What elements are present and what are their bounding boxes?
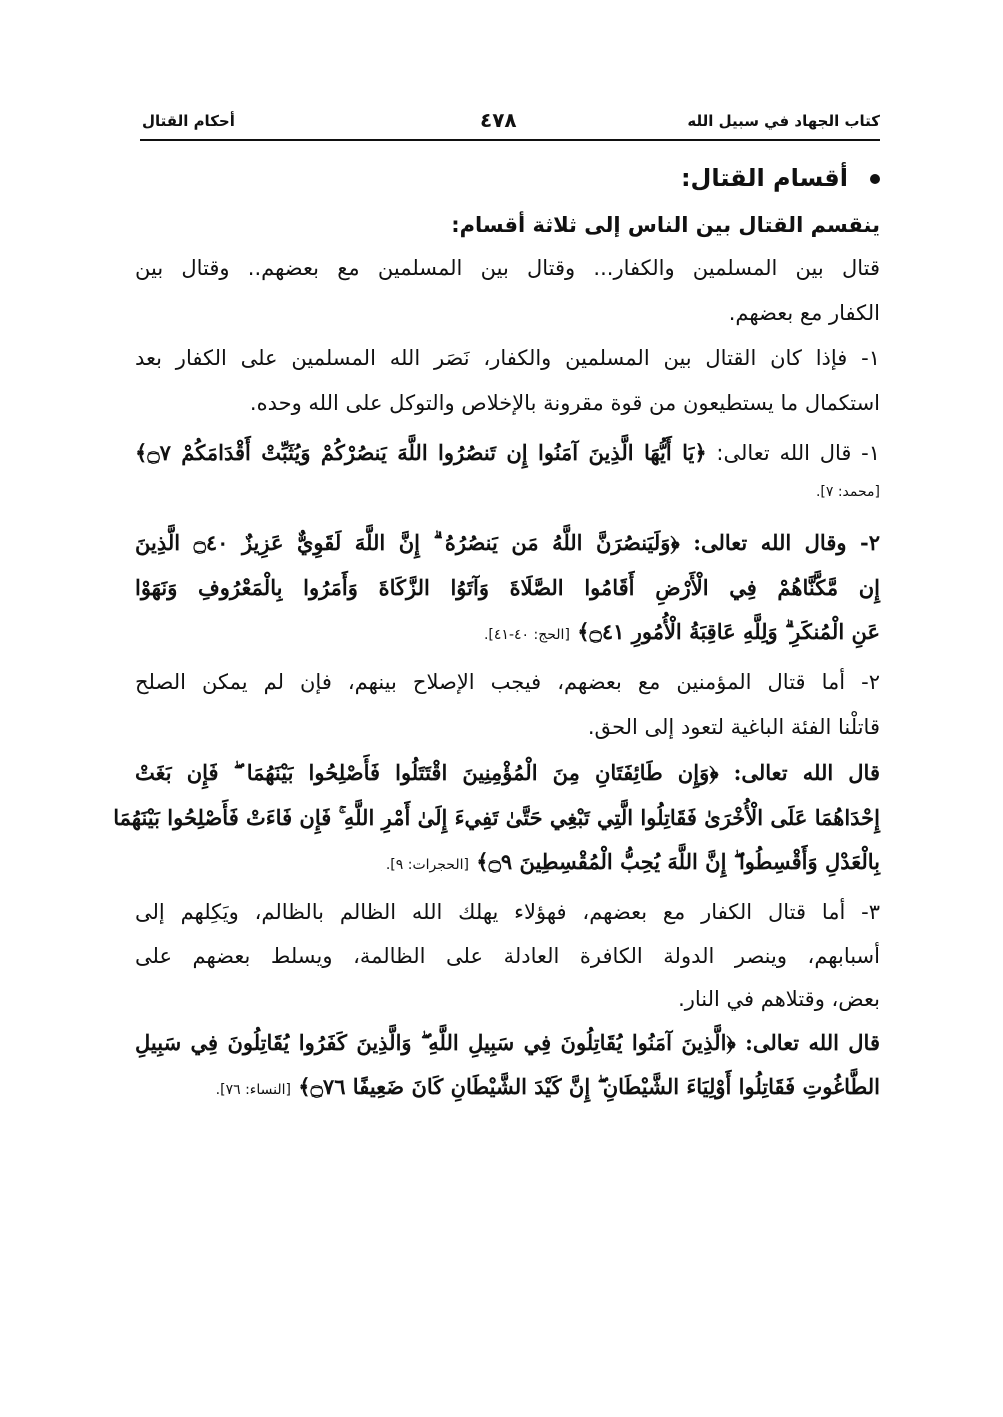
running-header-chapter-title: أحكام القتال <box>142 112 235 130</box>
running-header-book-title: كتاب الجهاد في سبيل الله <box>687 112 880 130</box>
item2-line: ٢- أما قتال المؤمنين مع بعضهم، فيجب الإصلاح بينهم، فإن لم يمكن الصلح <box>135 670 880 694</box>
quote1-verse: ﴿يَا أَيُّهَا الَّذِينَ آمَنُوا إِن تَنصُرُوا اللَّهَ يَنصُرْكُمْ وَيُثَبِّتْ أَقْدَامَكُمْ ۝٧﴾ <box>135 440 707 465</box>
quote1 <box>135 438 880 468</box>
quote3-ref: [الحجرات: ٩]. <box>385 857 469 873</box>
intro-line: قتال بين المسلمين والكفار... وقتال بين المسلمين مع بعضهم.. وقتال بين <box>135 256 880 280</box>
quote2-line: عَنِ الْمُنكَرِ ۗ وَلِلَّهِ عَاقِبَةُ الْأُمُورِ ۝٤١﴾ <box>569 619 880 644</box>
item3-line: بعض، وقتلاهم في النار. <box>678 987 880 1011</box>
quote1-ref: [محمد: ٧]. <box>815 484 880 500</box>
quote2-line: إِن مَّكَّنَّاهُمْ فِي الْأَرْضِ أَقَامُوا الصَّلَاةَ وَآتَوُا الزَّكَاةَ وَأَمَرُوا بِالْمَعْرُوفِ وَنَهَوْا <box>135 575 880 600</box>
quote4-line: الطَّاغُوتِ فَقَاتِلُوا أَوْلِيَاءَ الشَّيْطَانِ ۖ إِنَّ كَيْدَ الشَّيْطَانِ كَانَ ضَعِيفًا ۝٧٦﴾ <box>291 1074 880 1099</box>
quote3-last <box>135 847 880 880</box>
item3-line: ٣- أما قتال الكفار مع بعضهم، فهؤلاء يهلك الله الظالم بالظالم، ويَكِلهم إلى <box>135 900 880 924</box>
header-divider <box>140 139 880 141</box>
quote4-line: قال الله تعالى: ﴿الَّذِينَ آمَنُوا يُقَاتِلُونَ فِي سَبِيلِ اللَّهِ ۖ وَالَّذِينَ كَفَرُوا يُقَاتِلُونَ فِي سَبِيلِ <box>135 1030 880 1055</box>
section-heading-text: أقسام القتال: <box>680 164 848 192</box>
page-number: ٤٧٨ <box>480 108 517 132</box>
quote3-line: إِحْدَاهُمَا عَلَى الْأُخْرَىٰ فَقَاتِلُوا الَّتِي تَبْغِي حَتَّىٰ تَفِيءَ إِلَىٰ أَمْرِ اللَّهِ ۚ فَإِن فَاءَتْ فَأَصْلِحُوا بَيْنَهُمَا <box>113 805 880 830</box>
section-subheading: ينقسم القتال بين الناس إلى ثلاثة أقسام: <box>451 213 880 237</box>
quote3-line: بِالْعَدْلِ وَأَقْسِطُوا ۖ إِنَّ اللَّهَ يُحِبُّ الْمُقْسِطِينَ ۝٩﴾ <box>468 849 880 874</box>
item2-line: قاتلْنا الفئة الباغية لتعود إلى الحق. <box>587 715 880 739</box>
quote3-line: قال الله تعالى: ﴿وَإِن طَائِفَتَانِ مِنَ الْمُؤْمِنِينَ اقْتَتَلُوا فَأَصْلِحُوا بَيْنَهُمَا ۖ فَإِن بَغَتْ <box>135 760 880 785</box>
bullet-icon <box>870 174 880 184</box>
quote2-last <box>135 617 880 650</box>
quote1-prefix: ١- قال الله تعالى: <box>706 441 880 465</box>
quote4-last <box>135 1072 880 1105</box>
quote4-ref: [النساء: ٧٦]. <box>215 1082 291 1098</box>
quote2-ref: [الحج: ٤٠-٤١]. <box>483 627 570 643</box>
item3-line: أسبابهم، وينصر الدولة الكافرة العادلة على الظالمة، ويسلط بعضهم على <box>135 944 880 968</box>
item1-line: استكمال ما يستطيعون من قوة مقرونة بالإخلاص والتوكل على الله وحده. <box>249 391 880 415</box>
quote2-line: ٢- وقال الله تعالى: ﴿وَلَيَنصُرَنَّ اللَّهُ مَن يَنصُرُهُ ۗ إِنَّ اللَّهَ لَقَوِيٌّ عَزِيزٌ ۝٤٠ الَّذِينَ <box>135 530 880 555</box>
section-heading <box>135 163 880 193</box>
intro-line: الكفار مع بعضهم. <box>728 301 880 325</box>
item1-line: ١- فإذا كان القتال بين المسلمين والكفار، نَصَر الله المسلمين على الكفار بعد <box>135 346 880 370</box>
